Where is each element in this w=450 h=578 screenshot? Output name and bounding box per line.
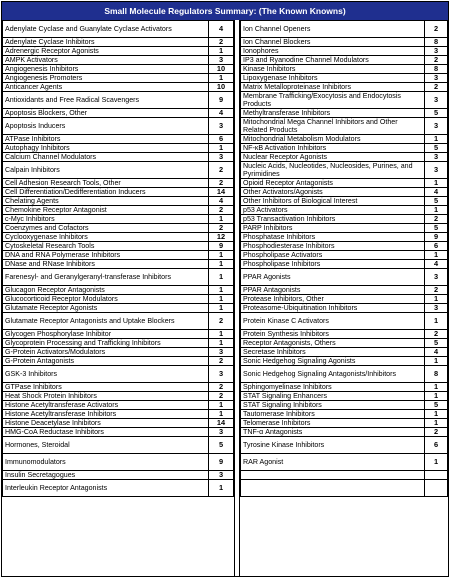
table-row — [241, 330, 448, 339]
table-row — [241, 56, 448, 65]
regulator-name: Chelating Agents — [3, 197, 209, 206]
regulator-name: Other Inhibitors of Biological Interest — [241, 197, 425, 206]
left-table-body — [3, 21, 234, 497]
regulator-name: RAR Agonist — [241, 454, 425, 471]
regulator-name: STAT Signaling Inhibitors — [241, 401, 425, 410]
table-row — [241, 144, 448, 153]
table-row — [241, 383, 448, 392]
table-row — [241, 21, 448, 38]
table-row — [241, 188, 448, 197]
table-row — [241, 348, 448, 357]
table-row — [3, 74, 234, 83]
regulator-name: Heat Shock Protein Inhibitors — [3, 392, 209, 401]
table-row — [241, 135, 448, 144]
table-row — [3, 65, 234, 74]
table-row — [3, 197, 234, 206]
regulator-name: GSK-3 Inhibitors — [3, 366, 209, 383]
table-row — [3, 313, 234, 330]
table-row — [3, 366, 234, 383]
regulator-name: Other Activators/Agonists — [241, 188, 425, 197]
regulator-name: p53 Activators — [241, 206, 425, 215]
table-row — [3, 233, 234, 242]
regulator-count: 1 — [425, 392, 448, 401]
regulator-name: Cyclooxygenase Inhibitors — [3, 233, 209, 242]
regulator-name: Sphingomyelinase Inhibitors — [241, 383, 425, 392]
right-table-wrapper — [240, 20, 448, 497]
regulator-name: p53 Transactivation Inhibitors — [241, 215, 425, 224]
regulator-count: 1 — [425, 383, 448, 392]
table-row — [3, 295, 234, 304]
table-row — [241, 410, 448, 419]
regulator-name: Interleukin Receptor Antagonists — [3, 480, 209, 497]
table-row — [241, 179, 448, 188]
table-row — [3, 162, 234, 179]
regulator-name: Glutamate Receptor Antagonists and Uptake Blockers — [3, 313, 209, 330]
table-row — [3, 188, 234, 197]
regulator-name: Chemokine Receptor Antagonist — [3, 206, 209, 215]
table-row — [3, 471, 234, 480]
regulator-name: AMPK Activators — [3, 56, 209, 65]
table-row — [241, 392, 448, 401]
table-row — [3, 330, 234, 339]
table-row — [3, 428, 234, 437]
regulator-count: 3 — [209, 348, 234, 357]
regulator-count: 1 — [209, 251, 234, 260]
regulator-count: 3 — [209, 366, 234, 383]
regulator-count: 1 — [209, 304, 234, 313]
regulator-name: NF-κB Activation Inhibitors — [241, 144, 425, 153]
table-row — [241, 38, 448, 47]
table-row — [241, 224, 448, 233]
regulator-name: DNA and RNA Polymerase Inhibitors — [3, 251, 209, 260]
regulator-name: c-Myc Inhibitors — [3, 215, 209, 224]
regulator-name: Angiogenesis Promoters — [3, 74, 209, 83]
regulator-count: 4 — [209, 197, 234, 206]
table-row — [241, 286, 448, 295]
regulator-name: Glucocorticoid Receptor Modulators — [3, 295, 209, 304]
table-row — [3, 56, 234, 65]
table-row — [241, 47, 448, 56]
regulator-name: Hormones, Steroidal — [3, 437, 209, 454]
regulator-count: 5 — [425, 144, 448, 153]
regulator-count: 5 — [209, 437, 234, 454]
regulator-name: Opioid Receptor Antagonists — [241, 179, 425, 188]
regulator-count: 2 — [209, 357, 234, 366]
table-row — [241, 471, 448, 480]
regulator-name: Tautomerase Inhibitors — [241, 410, 425, 419]
table-row — [3, 179, 234, 188]
regulator-name: Antioxidants and Free Radical Scavengers — [3, 92, 209, 109]
regulator-count: 1 — [425, 179, 448, 188]
left-regulators-table — [2, 20, 234, 497]
regulator-name: Cytoskeletal Research Tools — [3, 242, 209, 251]
regulator-name: Adenylate Cyclase Inhibitors — [3, 38, 209, 47]
table-row — [241, 206, 448, 215]
regulator-count — [425, 471, 448, 480]
regulator-count: 1 — [209, 144, 234, 153]
regulator-name: Protein Synthesis Inhibitors — [241, 330, 425, 339]
regulator-name: Nucleic Acids, Nucleotides, Nucleosides, Purines, and Pyrimidines — [241, 162, 425, 179]
regulator-count: 1 — [425, 313, 448, 330]
regulator-name: IP3 and Ryanodine Channel Modulators — [241, 56, 425, 65]
table-row — [241, 233, 448, 242]
regulator-name: Receptor Antagonists, Others — [241, 339, 425, 348]
left-table-wrapper — [2, 20, 234, 497]
table-row — [241, 65, 448, 74]
regulator-name: Lipoxygenase Inhibitors — [241, 74, 425, 83]
regulator-name: Histone Deacetylase Inhibitors — [3, 419, 209, 428]
table-row — [241, 242, 448, 251]
table-row — [3, 286, 234, 295]
regulator-count: 3 — [425, 162, 448, 179]
regulator-name: PARP Inhibitors — [241, 224, 425, 233]
table-row — [3, 21, 234, 38]
regulator-name: ATPase Inhibitors — [3, 135, 209, 144]
regulator-count: 9 — [425, 233, 448, 242]
regulator-count: 3 — [425, 153, 448, 162]
regulator-name: Calcium Channel Modulators — [3, 153, 209, 162]
table-row — [241, 83, 448, 92]
regulator-count: 12 — [209, 233, 234, 242]
regulator-name: Ionophores — [241, 47, 425, 56]
regulator-count: 2 — [425, 83, 448, 92]
regulator-count: 2 — [209, 38, 234, 47]
regulator-name: Angiogenesis Inhibitors — [3, 65, 209, 74]
regulator-name: PPAR Antagonists — [241, 286, 425, 295]
regulator-name: Kinase Inhibitors — [241, 65, 425, 74]
regulator-name: Cell Differentiation/Dedifferentiation Inducers — [3, 188, 209, 197]
table-row — [3, 118, 234, 135]
regulator-name — [241, 480, 425, 497]
table-row — [241, 109, 448, 118]
regulator-name: Proteasome-Ubiquitination Inhibitors — [241, 304, 425, 313]
regulator-count: 5 — [425, 197, 448, 206]
regulator-name: Membrane Trafficking/Exocytosis and Endocytosis Products — [241, 92, 425, 109]
regulator-name: Apoptosis Inducers — [3, 118, 209, 135]
regulator-name: Protein Kinase C Activators — [241, 313, 425, 330]
table-row — [3, 206, 234, 215]
regulator-count: 1 — [209, 410, 234, 419]
table-row — [3, 38, 234, 47]
right-regulators-table — [240, 20, 448, 497]
table-row — [3, 348, 234, 357]
regulator-count: 1 — [425, 135, 448, 144]
regulator-count: 1 — [425, 410, 448, 419]
regulator-name: Phosphatase Inhibitors — [241, 233, 425, 242]
regulator-count: 2 — [209, 162, 234, 179]
summary-sheet — [1, 1, 449, 577]
regulator-name: Secretase Inhibitors — [241, 348, 425, 357]
regulator-name: Protease Inhibitors, Other — [241, 295, 425, 304]
table-row — [241, 419, 448, 428]
regulator-count: 6 — [425, 437, 448, 454]
regulator-count: 10 — [209, 65, 234, 74]
regulator-count: 3 — [425, 118, 448, 135]
regulator-name: Glutamate Receptor Agonists — [3, 304, 209, 313]
table-row — [241, 260, 448, 269]
regulator-name: Glycogen Phosphorylase Inhibitor — [3, 330, 209, 339]
table-row — [241, 480, 448, 497]
regulator-count: 6 — [209, 135, 234, 144]
regulator-name: Nuclear Receptor Agonists — [241, 153, 425, 162]
table-row — [3, 83, 234, 92]
regulator-count: 4 — [425, 188, 448, 197]
regulator-count: 1 — [209, 286, 234, 295]
regulator-name: STAT Signaling Enhancers — [241, 392, 425, 401]
table-row — [3, 215, 234, 224]
regulator-count: 3 — [425, 92, 448, 109]
table-row — [241, 339, 448, 348]
regulator-name: Cell Adhesion Research Tools, Other — [3, 179, 209, 188]
table-row — [3, 92, 234, 109]
regulator-name: Methyltransferase Inhibitors — [241, 109, 425, 118]
regulator-name: Phospholipase Activators — [241, 251, 425, 260]
table-row — [241, 162, 448, 179]
regulator-name: Mitochondrial Metabolism Modulators — [241, 135, 425, 144]
regulator-name: Apoptosis Blockers, Other — [3, 109, 209, 118]
regulator-name: PPAR Agonists — [241, 269, 425, 286]
regulator-count: 1 — [209, 47, 234, 56]
table-row — [241, 215, 448, 224]
regulator-count: 5 — [425, 339, 448, 348]
regulator-count: 2 — [425, 215, 448, 224]
table-row — [3, 251, 234, 260]
table-row — [3, 135, 234, 144]
table-row — [241, 401, 448, 410]
regulator-count: 1 — [209, 330, 234, 339]
regulator-count: 1 — [209, 339, 234, 348]
regulator-count: 3 — [209, 56, 234, 65]
regulator-count: 4 — [425, 260, 448, 269]
regulator-name: Mitochondrial Mega Channel Inhibitors and Other Related Products — [241, 118, 425, 135]
regulator-count: 5 — [425, 109, 448, 118]
regulator-count: 2 — [209, 224, 234, 233]
table-row — [3, 269, 234, 286]
table-row — [241, 251, 448, 260]
right-table-body — [241, 21, 448, 497]
regulator-count: 1 — [425, 251, 448, 260]
regulator-name: TNF-α Antagonists — [241, 428, 425, 437]
regulator-count: 5 — [425, 224, 448, 233]
regulator-count: 3 — [425, 74, 448, 83]
regulator-count: 1 — [425, 295, 448, 304]
regulator-name — [241, 471, 425, 480]
regulator-name: G-Protein Activators/Modulators — [3, 348, 209, 357]
regulator-name: Ion Channel Blockers — [241, 38, 425, 47]
regulator-count: 3 — [209, 428, 234, 437]
regulator-count: 8 — [425, 65, 448, 74]
regulator-count — [425, 480, 448, 497]
table-row — [241, 92, 448, 109]
table-row — [3, 454, 234, 471]
table-row — [241, 295, 448, 304]
table-row — [3, 224, 234, 233]
regulator-name: Tyrosine Kinase Inhibitors — [241, 437, 425, 454]
table-row — [3, 392, 234, 401]
table-row — [3, 410, 234, 419]
regulator-count: 2 — [425, 286, 448, 295]
regulator-count: 9 — [209, 242, 234, 251]
regulator-name: Insulin Secretagogues — [3, 471, 209, 480]
regulator-count: 2 — [209, 179, 234, 188]
table-row — [3, 153, 234, 162]
table-row — [241, 304, 448, 313]
table-row — [241, 437, 448, 454]
table-row — [3, 480, 234, 497]
regulator-name: Adrenergic Receptor Agonists — [3, 47, 209, 56]
regulator-count: 3 — [425, 269, 448, 286]
regulator-count: 14 — [209, 419, 234, 428]
regulator-count: 3 — [209, 118, 234, 135]
table-row — [3, 357, 234, 366]
table-row — [241, 428, 448, 437]
regulator-count: 1 — [209, 401, 234, 410]
regulator-count: 8 — [425, 366, 448, 383]
table-row — [241, 197, 448, 206]
regulator-count: 1 — [209, 269, 234, 286]
regulator-count: 5 — [425, 401, 448, 410]
regulator-count: 1 — [425, 454, 448, 471]
table-row — [3, 419, 234, 428]
regulator-name: Farenesyl- and Geranylgeranyl-transferase Inhibitors — [3, 269, 209, 286]
regulator-count: 2 — [209, 383, 234, 392]
regulator-name: Glucagon Receptor Antagonists — [3, 286, 209, 295]
regulator-count: 2 — [425, 330, 448, 339]
regulator-name: Immunomodulators — [3, 454, 209, 471]
regulator-name: Sonic Hedgehog Signaling Antagonists/Inhibitors — [241, 366, 425, 383]
table-title: Small Molecule Regulators Summary: (The Known Knowns) — [2, 2, 448, 20]
table-row — [3, 401, 234, 410]
regulator-count: 8 — [425, 38, 448, 47]
regulator-count: 1 — [425, 206, 448, 215]
regulator-name: DNase and RNase Inhibitors — [3, 260, 209, 269]
regulator-name: Matrix Metalloproteinase Inhibitors — [241, 83, 425, 92]
regulator-name: Anticancer Agents — [3, 83, 209, 92]
table-row — [241, 366, 448, 383]
regulator-count: 3 — [209, 471, 234, 480]
table-row — [241, 454, 448, 471]
regulator-count: 1 — [209, 480, 234, 497]
regulator-name: Histone Acetyltransferase Activators — [3, 401, 209, 410]
regulator-count: 1 — [209, 215, 234, 224]
regulator-name: Calpain Inhibitors — [3, 162, 209, 179]
regulator-name: Glycoprotein Processing and Trafficking Inhibitors — [3, 339, 209, 348]
table-row — [241, 269, 448, 286]
regulator-count: 1 — [209, 74, 234, 83]
regulator-count: 2 — [209, 392, 234, 401]
regulator-count: 4 — [425, 348, 448, 357]
regulator-count: 1 — [209, 260, 234, 269]
table-row — [3, 144, 234, 153]
table-row — [3, 383, 234, 392]
table-row — [3, 437, 234, 454]
regulator-count: 9 — [209, 454, 234, 471]
table-row — [241, 74, 448, 83]
table-row — [241, 153, 448, 162]
regulator-name: Telomerase Inhibitors — [241, 419, 425, 428]
regulator-count: 3 — [425, 304, 448, 313]
regulator-count: 1 — [425, 357, 448, 366]
regulator-count: 1 — [425, 419, 448, 428]
regulator-count: 2 — [209, 206, 234, 215]
regulator-name: Phospholipase Inhibitors — [241, 260, 425, 269]
table-row — [3, 242, 234, 251]
regulator-name: Ion Channel Openers — [241, 21, 425, 38]
regulator-name: GTPase Inhibitors — [3, 383, 209, 392]
regulator-count: 4 — [209, 21, 234, 38]
table-row — [3, 339, 234, 348]
table-row — [241, 357, 448, 366]
regulator-count: 1 — [209, 295, 234, 304]
regulator-name: Autophagy Inhibitors — [3, 144, 209, 153]
table-row — [3, 260, 234, 269]
regulator-count: 2 — [425, 21, 448, 38]
regulator-name: Phosphodiesterase Inhibitors — [241, 242, 425, 251]
regulator-name: Histone Acetyltransferase Inhibitors — [3, 410, 209, 419]
regulator-count: 10 — [209, 83, 234, 92]
regulator-name: Sonic Hedgehog Signaling Agonists — [241, 357, 425, 366]
regulator-name: Adenylate Cyclase and Guanylate Cyclase Activators — [3, 21, 209, 38]
table-row — [241, 118, 448, 135]
regulator-name: G-Protein Antagonists — [3, 357, 209, 366]
regulator-count: 9 — [209, 92, 234, 109]
table-row — [3, 109, 234, 118]
regulator-count: 3 — [425, 47, 448, 56]
regulator-count: 3 — [209, 153, 234, 162]
table-row — [3, 47, 234, 56]
regulator-count: 2 — [425, 428, 448, 437]
table-row — [241, 313, 448, 330]
regulator-count: 2 — [425, 56, 448, 65]
regulator-count: 6 — [425, 242, 448, 251]
table-row — [3, 304, 234, 313]
regulator-name: Coenzymes and Cofactors — [3, 224, 209, 233]
regulator-count: 2 — [209, 313, 234, 330]
regulator-count: 14 — [209, 188, 234, 197]
regulator-count: 4 — [209, 109, 234, 118]
regulator-name: HMG-CoA Reductase Inhibitors — [3, 428, 209, 437]
